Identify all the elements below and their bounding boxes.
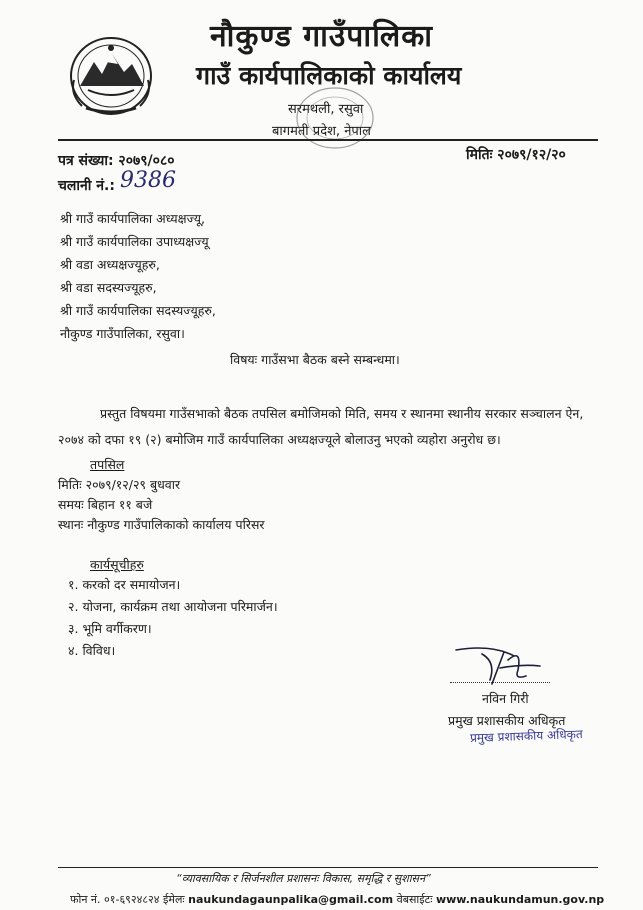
recipient-line: श्री गाउँ कार्यपालिका उपाध्यक्षज्यू	[60, 234, 209, 249]
footer-contact	[70, 892, 604, 907]
signatory-name: नविन गिरी	[482, 691, 529, 706]
agenda-item: ३. भूमि वर्गीकरण।	[68, 621, 152, 636]
recipient-line: श्री वडा अध्यक्षज्यूहरु,	[60, 257, 160, 272]
schedule-heading: तपसिल	[90, 457, 125, 472]
footer-motto: “व्यावसायिक र सिर्जनशील प्रशासनः विकास, समृद्धि र सुशासन”	[176, 872, 431, 885]
agenda-item: ४. विविध।	[68, 643, 116, 658]
dispatch-number-value: 9386	[120, 168, 176, 193]
signatory-title: प्रमुख प्रशासकीय अधिकृत	[448, 713, 566, 728]
footer-email-label: ईमेलः	[162, 893, 185, 906]
agenda-item: २. योजना, कार्यक्रम तथा आयोजना परिमार्जन।	[68, 599, 278, 614]
handwritten-signature	[452, 640, 548, 688]
schedule-place: स्थानः नौकुण्ड गाउँपालिकाको कार्यालय परिसर	[58, 517, 265, 532]
dispatch-number-label: चलानी नं.:	[58, 178, 115, 194]
recipient-line: श्री वडा सदस्यज्यूहरु,	[60, 280, 157, 295]
letter-date: मितिः २०७९/१२/२०	[466, 147, 566, 163]
reference-number: पत्र संख्या: २०७९/०८०	[58, 153, 175, 169]
nepal-emblem-icon	[66, 34, 156, 118]
footer-divider	[58, 867, 598, 868]
recipient-line: नौकुण्ड गाउँपालिका, रसुवा।	[60, 326, 185, 341]
footer-website-label: वेबसाईटः	[396, 893, 433, 906]
letter-body	[58, 401, 599, 453]
footer-email: naukundagaunpalika@gmail.com	[188, 893, 394, 906]
schedule-time: समयः बिहान ११ बजे	[58, 497, 153, 512]
recipient-line: श्री गाउँ कार्यपालिका अध्यक्षज्यू,	[60, 211, 205, 226]
agenda-item: १. करको दर समायोजन।	[68, 577, 181, 592]
footer-phone: फोन नं. ०१-६९२४८२४	[70, 893, 160, 906]
recipient-line: श्री गाउँ कार्यपालिका सदस्यज्यूहरु,	[60, 303, 216, 318]
office-name: गाउँ कार्यपालिकाको कार्यालय	[196, 61, 462, 90]
office-stamp-icon	[292, 84, 378, 152]
signatory-stamp: प्रमुख प्रशासकीय अधिकृत	[469, 727, 583, 745]
municipality-name: नौकुण्ड गाउँपालिका	[210, 19, 434, 54]
address-line-1: सरमथली, रसुवा	[288, 102, 364, 117]
address-line-2: बागमती प्रदेश, नेपाल	[272, 124, 371, 139]
footer-website: www.naukundamun.gov.np	[435, 893, 605, 906]
header-divider	[58, 139, 598, 141]
agenda-heading: कार्यसूचीहरु	[90, 557, 144, 572]
letter-body-text: प्रस्तुत विषयमा गाउँसभाको बैठक तपसिल बमोजिमको मिति, समय र स्थानमा स्थानीय सरकार सञ्चालन ऐन, २०७४ को दफा १९ (२) बमोजिम गाउँ कार्यपालिका अध्यक्षज्यूले बोलाउनु भएको व्यहोरा अनुरोध छ।	[58, 406, 584, 447]
schedule-date: मितिः २०७९/१२/२९ बुधवार	[58, 477, 181, 492]
letter-subject: विषयः गाउँसभा बैठक बस्ने सम्बन्धमा।	[230, 352, 400, 367]
signature-line	[450, 682, 550, 683]
